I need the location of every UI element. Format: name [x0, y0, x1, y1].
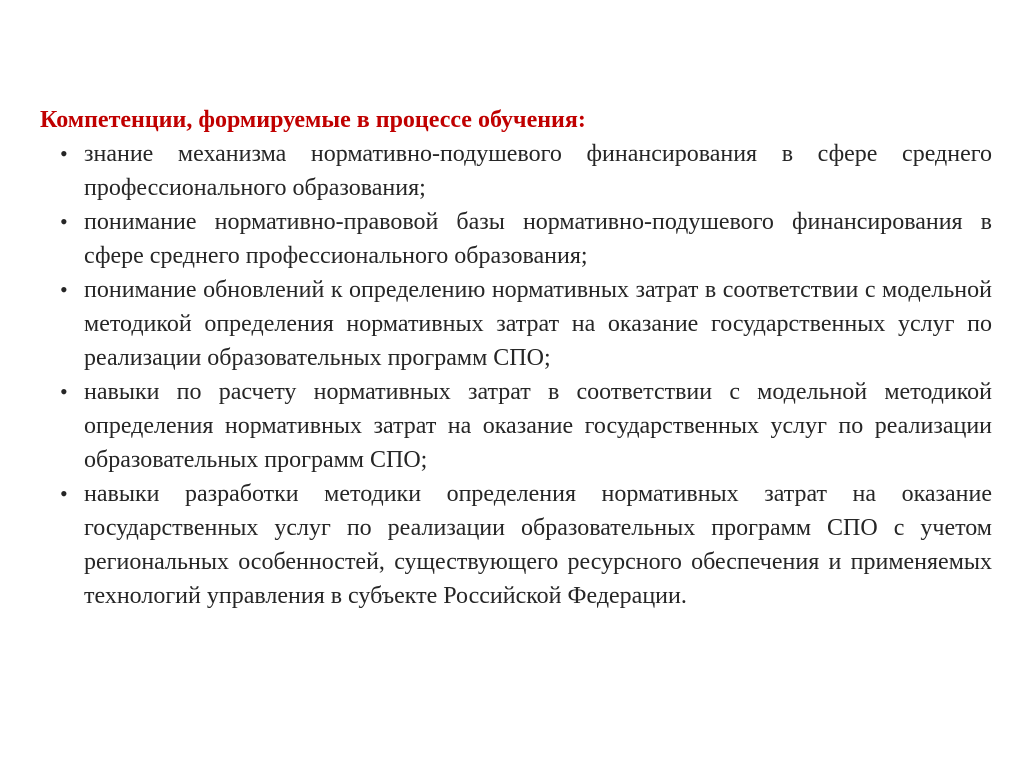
- list-item: [40, 137, 992, 205]
- slide-heading: Компетенции, формируемые в процессе обучения:: [40, 107, 586, 133]
- list-item-text: понимание нормативно-правовой базы нормативно-подушевого финансирования в сфере среднего профессионального образования;: [84, 209, 992, 269]
- bullet-icon: •: [60, 481, 68, 506]
- list-item-text: понимание обновлений к определению нормативных затрат в соответствии с модельной методикой определения нормативных затрат на оказание государственных услуг по реализации образовательных программ СПО;: [84, 277, 992, 371]
- list-item: [40, 477, 992, 613]
- list-item: [40, 273, 992, 375]
- slide-content: [40, 103, 992, 613]
- list-item-text: навыки разработки методики определения нормативных затрат на оказание государственных услуг по реализации образовательных программ СПО с учетом региональных особенностей, существующего ресурсного обеспечения и применяемых технологий управления в субъекте Российской Федерации.: [84, 481, 992, 609]
- competency-list: [40, 137, 992, 613]
- bullet-icon: •: [60, 277, 68, 302]
- bullet-icon: •: [60, 209, 68, 234]
- list-item: [40, 205, 992, 273]
- bullet-icon: •: [60, 379, 68, 404]
- bullet-icon: •: [60, 141, 68, 166]
- list-item: [40, 375, 992, 477]
- list-item-text: знание механизма нормативно-подушевого финансирования в сфере среднего профессионального образования;: [84, 141, 992, 201]
- list-item-text: навыки по расчету нормативных затрат в соответствии с модельной методикой определения нормативных затрат на оказание государственных услуг по реализации образовательных программ СПО;: [84, 379, 992, 473]
